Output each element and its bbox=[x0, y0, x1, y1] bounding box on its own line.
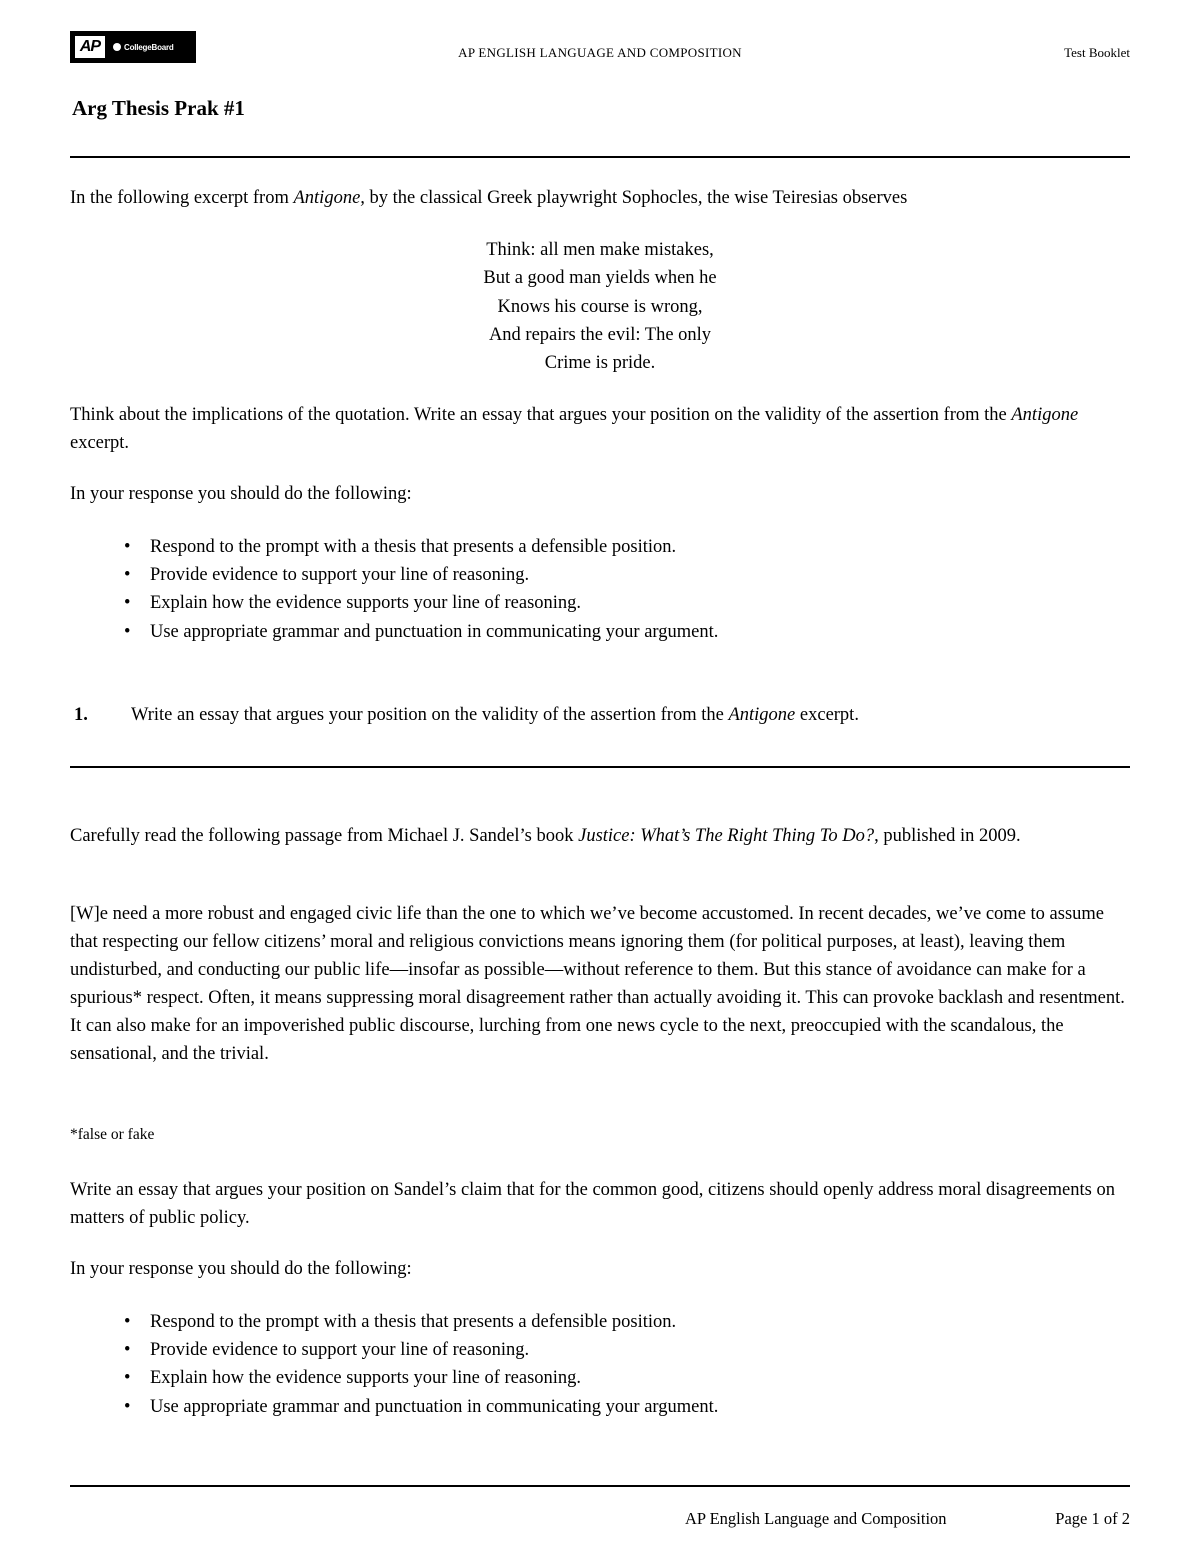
section1-intro-rest: by the classical Greek playwright Sophocles, the wise Teiresias observes bbox=[364, 188, 908, 208]
list-item-text: Respond to the prompt with a thesis that presents a defensible position. bbox=[150, 1312, 677, 1332]
section1-intro-work: Antigone, bbox=[293, 188, 365, 208]
logo-ap-mark: AP bbox=[75, 36, 105, 58]
bullet-icon: • bbox=[124, 1340, 131, 1361]
list-item bbox=[70, 1336, 1130, 1364]
section2-intro-rest: , published in 2009. bbox=[874, 826, 1021, 846]
list-item bbox=[70, 589, 1130, 617]
exam-title: AP ENGLISH LANGUAGE AND COMPOSITION bbox=[458, 45, 742, 60]
question-text bbox=[131, 701, 859, 729]
list-item-text: Use appropriate grammar and punctuation in communicating your argument. bbox=[150, 1396, 719, 1417]
divider-middle bbox=[70, 766, 1130, 768]
quote-line: Think: all men make mistakes, bbox=[486, 240, 714, 260]
sandel-passage: [W]e need a more robust and engaged civic life than the one to which we’ve become accustomed. In recent decades, we’ve come to assume that respecting our fellow citizens’ moral and religious convictions means ignoring them (for political purposes, at least), leaving them undisturbed, and conducting our public life—insofar as possible—without reference to them. But this stance of avoidance can make for a spurious* respect. Often, it means suppressing moral disagreement rather than actually avoiding it. This can provoke backlash and resentment. It can also make for an impoverished public discourse, lurching from one news cycle to the next, preoccupied with the scandalous, the sensational, and the trivial. bbox=[70, 904, 1125, 1064]
section2-prompt: Write an essay that argues your position on Sandel’s claim that for the common good, citizens should openly address moral disagreements on matters of public policy. bbox=[70, 1180, 1115, 1228]
bullet-icon: • bbox=[124, 1396, 131, 1417]
section1-prompt-text: Think about the implications of the quotation. Write an essay that argues your position on the validity of the assertion from the bbox=[70, 405, 1012, 425]
section1-prompt-work: Antigone bbox=[1011, 405, 1079, 425]
list-item-text: Explain how the evidence supports your line of reasoning. bbox=[150, 593, 582, 614]
section2-intro-text: Carefully read the following passage from Michael J. Sandel’s book bbox=[70, 826, 579, 846]
section2-intro bbox=[70, 822, 1130, 850]
list-item bbox=[70, 618, 1130, 646]
section1-prompt bbox=[70, 401, 1130, 457]
quote-line: Crime is pride. bbox=[544, 353, 656, 374]
divider-top bbox=[70, 156, 1130, 158]
section2-bullet-list bbox=[70, 1308, 1130, 1421]
page-title: Arg Thesis Prak #1 bbox=[72, 96, 245, 120]
list-item bbox=[70, 1393, 1130, 1421]
divider-footer bbox=[70, 1485, 1130, 1487]
booklet-label: Test Booklet bbox=[1064, 45, 1130, 60]
question-work: Antigone bbox=[728, 705, 796, 725]
section2-instructions: In your response you should do the following: bbox=[70, 1259, 412, 1279]
quote-line: And repairs the evil: The only bbox=[488, 324, 712, 345]
bullet-icon: • bbox=[124, 1312, 131, 1332]
section2-intro-work: Justice: What’s The Right Thing To Do? bbox=[578, 826, 875, 846]
bullet-icon: • bbox=[124, 1368, 131, 1389]
section1-instructions: In your response you should do the following: bbox=[70, 484, 412, 504]
logo-org-text: CollegeBoard bbox=[124, 42, 174, 52]
question-number: 1. bbox=[74, 705, 88, 725]
bullet-icon: • bbox=[124, 621, 131, 642]
section1-intro-text: In the following excerpt from bbox=[70, 188, 294, 208]
list-item-text: Respond to the prompt with a thesis that presents a defensible position. bbox=[150, 537, 677, 557]
bullet-icon: • bbox=[124, 593, 131, 614]
section1-intro bbox=[70, 184, 1130, 212]
page-number: Page 1 of 2 bbox=[1055, 1509, 1130, 1528]
list-item bbox=[70, 1364, 1130, 1392]
bullet-icon: • bbox=[124, 565, 131, 586]
section1-bullet-list bbox=[70, 533, 1130, 646]
question-text-start: Write an essay that argues your position on the validity of the assertion from the bbox=[131, 705, 729, 725]
question-text-end: excerpt. bbox=[795, 705, 859, 725]
list-item-text: Use appropriate grammar and punctuation in communicating your argument. bbox=[150, 621, 719, 642]
footer-course: AP English Language and Composition bbox=[685, 1509, 947, 1528]
section1-prompt-rest: excerpt. bbox=[70, 433, 130, 453]
list-item bbox=[70, 533, 1130, 561]
list-item bbox=[70, 1308, 1130, 1336]
list-item-text: Explain how the evidence supports your line of reasoning. bbox=[150, 1368, 582, 1389]
page-header bbox=[70, 31, 1130, 63]
footnote: *false or fake bbox=[70, 1126, 155, 1143]
list-item bbox=[70, 561, 1130, 589]
list-item-text: Provide evidence to support your line of reasoning. bbox=[150, 565, 530, 586]
bullet-icon: • bbox=[124, 537, 131, 557]
list-item-text: Provide evidence to support your line of reasoning. bbox=[150, 1340, 530, 1361]
quote-line: But a good man yields when he bbox=[483, 268, 717, 289]
antigone-quote bbox=[0, 236, 1200, 377]
quote-line: Knows his course is wrong, bbox=[497, 296, 703, 317]
